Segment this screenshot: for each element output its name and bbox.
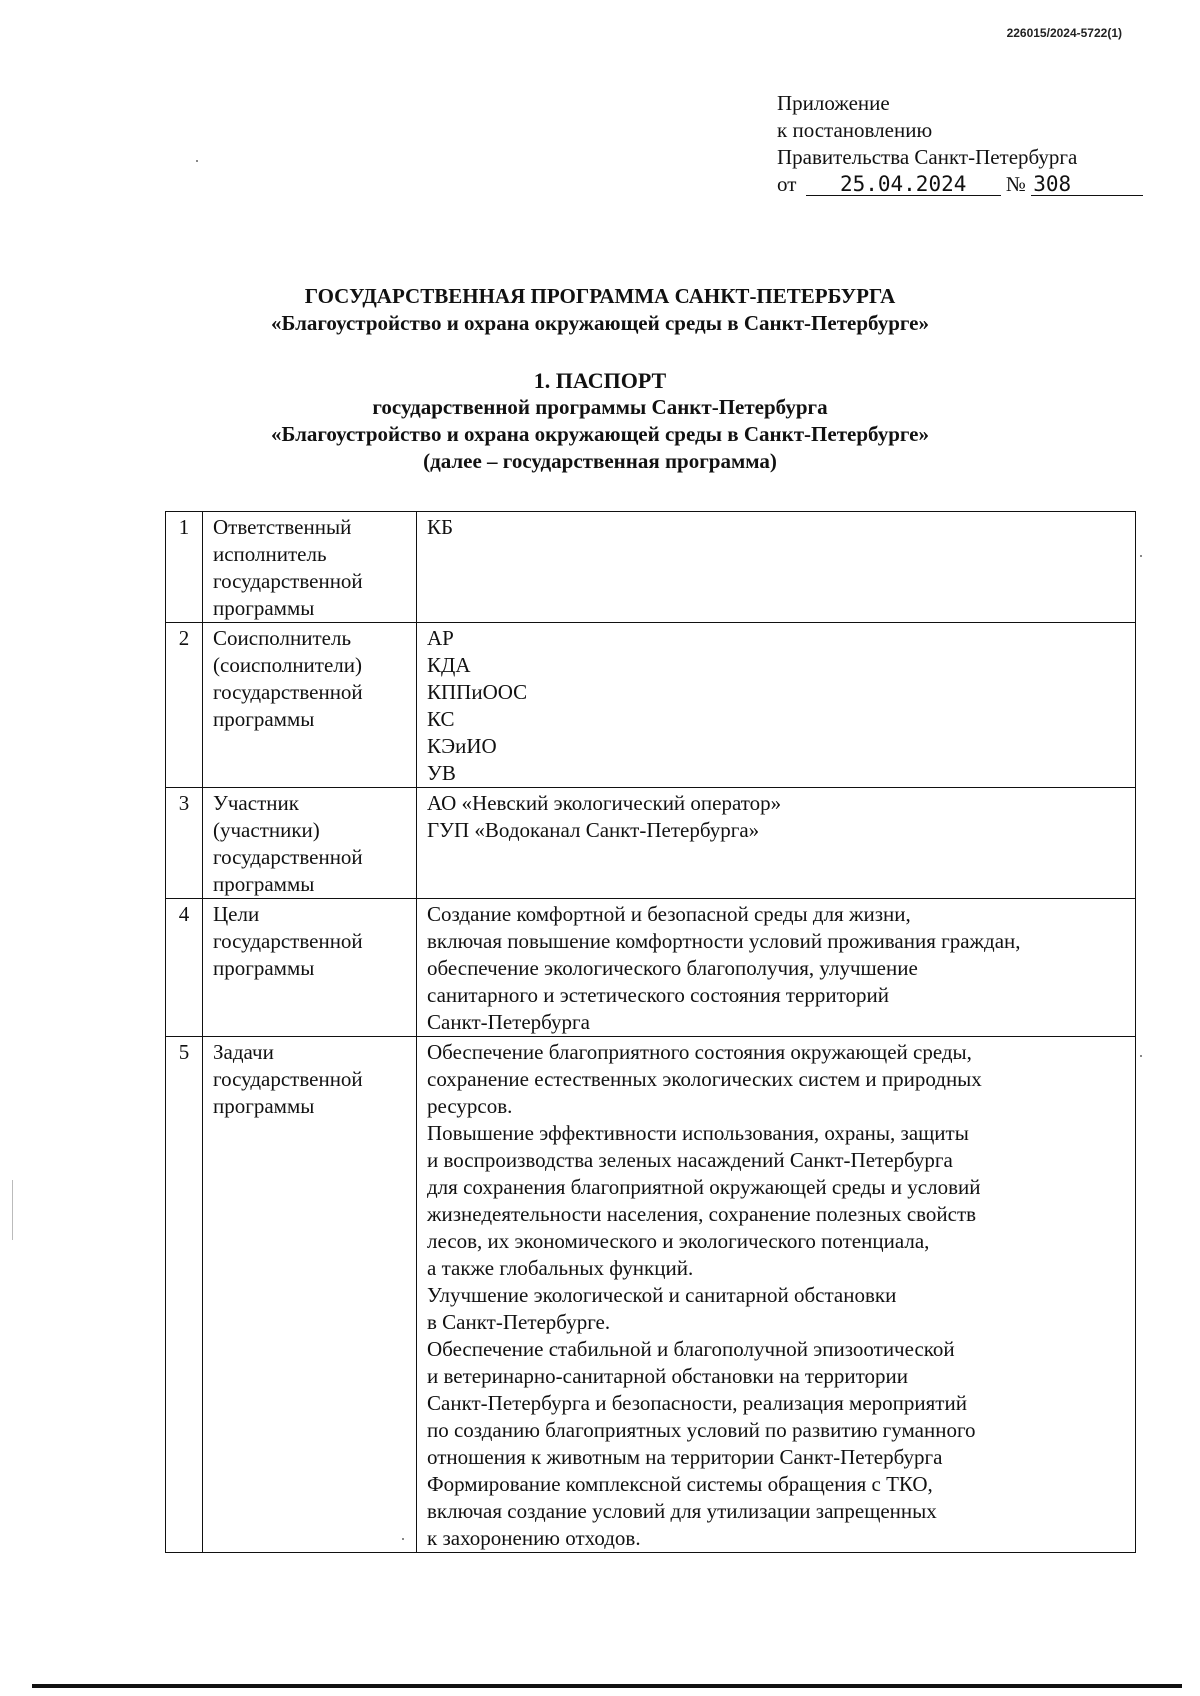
row-content-line: по созданию благоприятных условий по развитию гуманного	[427, 1418, 976, 1442]
row-content-line: жизнедеятельности населения, сохранение полезных свойств	[427, 1202, 977, 1226]
row-label-line: (участники)	[213, 818, 320, 842]
row-content-line: КЭиИО	[427, 734, 497, 758]
document-id: 226015/2024-5722(1)	[1006, 26, 1122, 40]
table-row	[166, 512, 1136, 623]
number-prefix: №	[1005, 172, 1026, 196]
table-row	[166, 788, 1136, 899]
row-label-line: программы	[213, 707, 315, 731]
row-content-line: Обеспечение стабильной и благополучной эпизоотической	[427, 1337, 955, 1361]
scan-edge-line	[32, 1684, 1182, 1688]
scan-speck	[1140, 1055, 1142, 1057]
row-number: 3	[166, 788, 203, 899]
table-row	[166, 623, 1136, 788]
row-label-line: Участник	[213, 791, 299, 815]
appendix-date-line	[777, 171, 1157, 198]
row-content-line: КППиООС	[427, 680, 528, 704]
row-label-line: Ответственный	[213, 515, 352, 539]
date-prefix: от	[777, 172, 797, 196]
program-title-line-2: «Благоустройство и охрана окружающей среды в Санкт-Петербурге»	[271, 311, 929, 335]
scan-speck	[402, 1538, 404, 1540]
row-content	[417, 1037, 1136, 1553]
scan-speck	[196, 160, 198, 162]
row-label-line: программы	[213, 1094, 315, 1118]
passport-heading-line-1: 1. ПАСПОРТ	[533, 368, 667, 393]
row-content-line: КБ	[427, 515, 454, 539]
appendix-line: Приложение	[777, 91, 890, 115]
row-label-line: программы	[213, 956, 315, 980]
row-content-line: ГУП «Водоканал Санкт-Петербурга»	[427, 818, 760, 842]
decree-date: 25.04.2024	[806, 173, 1001, 196]
row-content-line: для сохранения благоприятной окружающей среды и условий	[427, 1175, 981, 1199]
row-label-line: программы	[213, 596, 315, 620]
row-content-line: Улучшение экологической и санитарной обстановки	[427, 1283, 897, 1307]
row-content-line: и воспроизводства зеленых насаждений Санкт-Петербурга	[427, 1148, 953, 1172]
row-content-line: КС	[427, 707, 455, 731]
passport-heading-line-2: государственной программы Санкт-Петербурга	[372, 395, 828, 419]
row-label-line: государственной	[213, 569, 363, 593]
row-content-line: Создание комфортной и безопасной среды для жизни,	[427, 902, 911, 926]
appendix-line: Правительства Санкт-Петербурга	[777, 145, 1078, 169]
appendix-line: к постановлению	[777, 118, 933, 142]
row-label	[203, 788, 417, 899]
row-content-line: включая создание условий для утилизации запрещенных	[427, 1499, 937, 1523]
row-content-line: а также глобальных функций.	[427, 1256, 694, 1280]
row-content-line: АР	[427, 626, 454, 650]
row-label-line: государственной	[213, 680, 363, 704]
row-label-line: программы	[213, 872, 315, 896]
decree-number: 308	[1031, 173, 1143, 196]
row-number: 5	[166, 1037, 203, 1553]
row-content-line: отношения к животным на территории Санкт-Петербурга	[427, 1445, 943, 1469]
row-label	[203, 1037, 417, 1553]
row-number: 1	[166, 512, 203, 623]
row-content-line: Санкт-Петербурга	[427, 1010, 590, 1034]
row-label-line: исполнитель	[213, 542, 327, 566]
program-title	[0, 283, 1200, 337]
row-content	[417, 623, 1136, 788]
row-label-line: Соисполнитель	[213, 626, 352, 650]
row-content-line: КДА	[427, 653, 471, 677]
row-content-line: и ветеринарно-санитарной обстановки на территории	[427, 1364, 909, 1388]
row-content-line: санитарного и эстетического состояния территорий	[427, 983, 889, 1007]
row-label	[203, 623, 417, 788]
row-content-line: УВ	[427, 761, 456, 785]
row-content	[417, 512, 1136, 623]
row-content-line: Санкт-Петербурга и безопасности, реализация мероприятий	[427, 1391, 967, 1415]
row-number: 2	[166, 623, 203, 788]
passport-heading-line-4: (далее – государственная программа)	[423, 449, 777, 473]
passport-table	[165, 511, 1136, 1553]
row-content-line: АО «Невский экологический оператор»	[427, 791, 782, 815]
table-row	[166, 1037, 1136, 1553]
program-title-line-1: ГОСУДАРСТВЕННАЯ ПРОГРАММА САНКТ-ПЕТЕРБУРГА	[304, 284, 896, 308]
row-content-line: Формирование комплексной системы обращения с ТКО,	[427, 1472, 933, 1496]
scan-speck	[12, 1180, 13, 1240]
row-content-line: Обеспечение благоприятного состояния окружающей среды,	[427, 1040, 972, 1064]
row-label-line: Задачи	[213, 1040, 274, 1064]
row-content	[417, 788, 1136, 899]
row-content-line: обеспечение экологического благополучия, улучшение	[427, 956, 918, 980]
appendix-block	[777, 90, 1157, 198]
row-content-line: ресурсов.	[427, 1094, 513, 1118]
passport-heading-line-3: «Благоустройство и охрана окружающей среды в Санкт-Петербурге»	[271, 422, 929, 446]
row-label-line: Цели	[213, 902, 260, 926]
row-label-line: государственной	[213, 929, 363, 953]
row-label	[203, 512, 417, 623]
scan-speck	[1140, 555, 1142, 557]
row-content-line: сохранение естественных экологических систем и природных	[427, 1067, 982, 1091]
passport-heading	[0, 367, 1200, 475]
row-content	[417, 899, 1136, 1037]
table-row	[166, 899, 1136, 1037]
row-label-line: государственной	[213, 1067, 363, 1091]
row-content-line: к захоронению отходов.	[427, 1526, 641, 1550]
row-content-line: включая повышение комфортности условий проживания граждан,	[427, 929, 1021, 953]
row-label-line: государственной	[213, 845, 363, 869]
row-number: 4	[166, 899, 203, 1037]
row-label	[203, 899, 417, 1037]
row-content-line: лесов, их экономического и экологического потенциала,	[427, 1229, 930, 1253]
row-label-line: (соисполнители)	[213, 653, 362, 677]
row-content-line: Повышение эффективности использования, охраны, защиты	[427, 1121, 969, 1145]
row-content-line: в Санкт-Петербурге.	[427, 1310, 611, 1334]
